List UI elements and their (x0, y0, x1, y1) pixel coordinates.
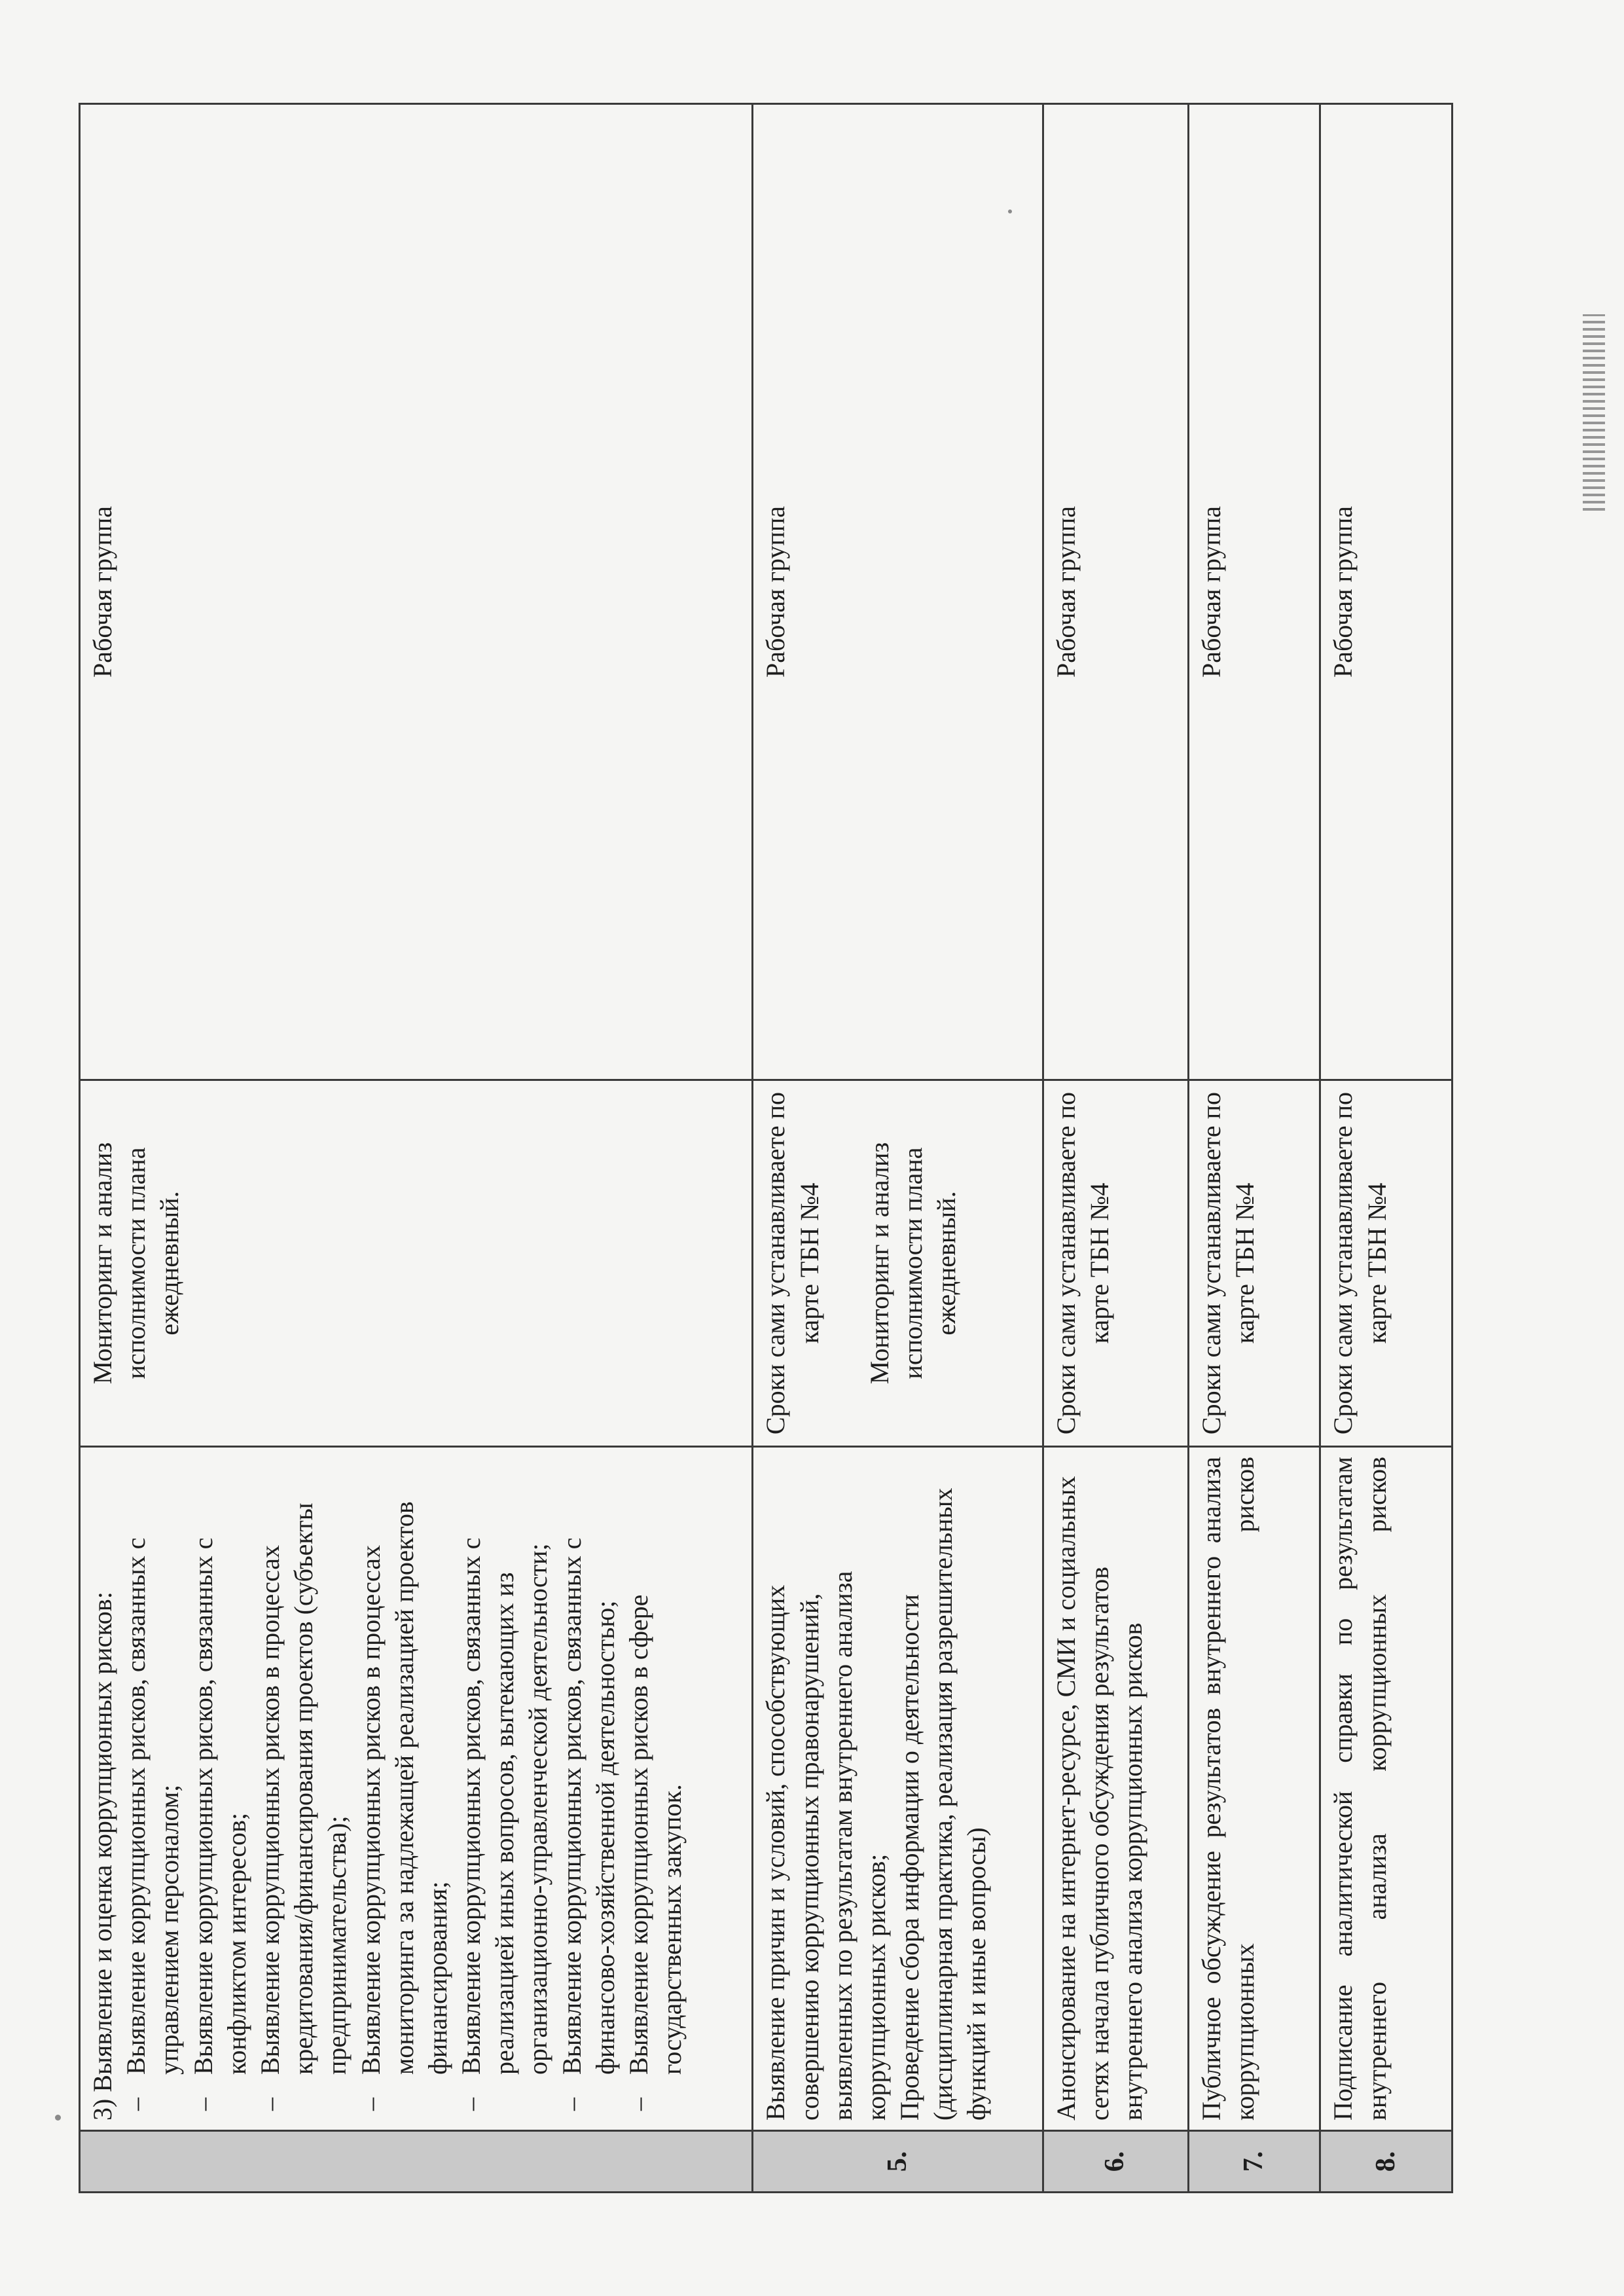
activity-cell (80, 1447, 753, 2131)
activity-cell (753, 1447, 1043, 2131)
responsible-cell: Рабочая группа (753, 104, 1043, 1080)
activity-heading: 3) Выявление и оценка коррупционных рисков: (88, 1592, 117, 2121)
activity-text-2: Проведение сбора информации о деятельности (дисциплинарная практика, реализация разрешительных функций и иные вопросы) (895, 1487, 992, 2121)
list-item: – Выявление коррупционных рисков в процессах кредитования/финансирования проектов (субъекты предпринимательства); (253, 1457, 354, 2075)
table-row (1320, 104, 1453, 2193)
row-number: 5. (753, 2131, 1043, 2193)
rotated-table-wrapper (79, 105, 1453, 2193)
dust-speck (55, 2115, 61, 2121)
responsible-cell: Рабочая группа (1188, 104, 1320, 1080)
row-number: 8. (1320, 2131, 1453, 2193)
list-item: – Выявление коррупционных рисков, связанных с конфликтом интересов; (187, 1457, 253, 2075)
list-item: – Выявление коррупционных рисков, связанных с реализацией иных вопросов, вытекающих из организационно-управленческой деятельности; (454, 1457, 555, 2075)
activity-text: Выявление причин и условий, способствующих совершению коррупционных правонарушений, выявленных по результатам внутреннего анализа коррупционных рисков; (761, 1571, 891, 2121)
table-row (753, 104, 1043, 2193)
term-cell: Сроки сами устанавливаете по карте ТБН №4 (1188, 1080, 1320, 1447)
row-number (80, 2131, 753, 2193)
activity-cell: Публичное обсуждение результатов внутреннего анализа коррупционных рисков (1188, 1447, 1320, 2131)
activity-cell: Анонсирование на интернет-ресурсе, СМИ и социальных сетях начала публичного обсуждения результатов внутреннего анализа коррупционных рисков (1043, 1447, 1188, 2131)
term-cell: Сроки сами устанавливаете по карте ТБН №4 (1320, 1080, 1453, 1447)
list-item: – Выявление коррупционных рисков в процессах мониторинга за надлежащей реализацией проектов финансирования; (354, 1457, 455, 2075)
list-item: – Выявление коррупционных рисков в сфере государственных закупок. (622, 1457, 689, 2075)
anticorruption-plan-table (79, 103, 1453, 2193)
responsible-cell: Рабочая группа (1043, 104, 1188, 1080)
scanner-artifact (1583, 314, 1605, 511)
list-item: – Выявление коррупционных рисков, связанных с управлением персоналом; (119, 1457, 186, 2075)
row-number: 6. (1043, 2131, 1188, 2193)
row-number: 7. (1188, 2131, 1320, 2193)
table-row (80, 104, 753, 2193)
table-row (1188, 104, 1320, 2193)
term-text-2: Мониторинг и анализ исполнимости плана ежедневный. (864, 1142, 962, 1385)
term-cell: Мониторинг и анализ исполнимости плана ежедневный. (80, 1080, 753, 1447)
table-row (1043, 104, 1188, 2193)
list-item: – Выявление коррупционных рисков, связанных с финансово-хозяйственной деятельностью; (555, 1457, 622, 2075)
responsible-cell: Рабочая группа (1320, 104, 1453, 1080)
activity-list (119, 1457, 689, 2121)
responsible-cell: Рабочая группа (80, 104, 753, 1080)
term-text: Сроки сами устанавливаете по карте ТБН №4 (761, 1091, 824, 1435)
term-cell (753, 1080, 1043, 1447)
activity-cell: Подписание аналитической справки по результатам внутреннего анализа коррупционных рисков (1320, 1447, 1453, 2131)
term-cell: Сроки сами устанавливаете по карте ТБН №4 (1043, 1080, 1188, 1447)
